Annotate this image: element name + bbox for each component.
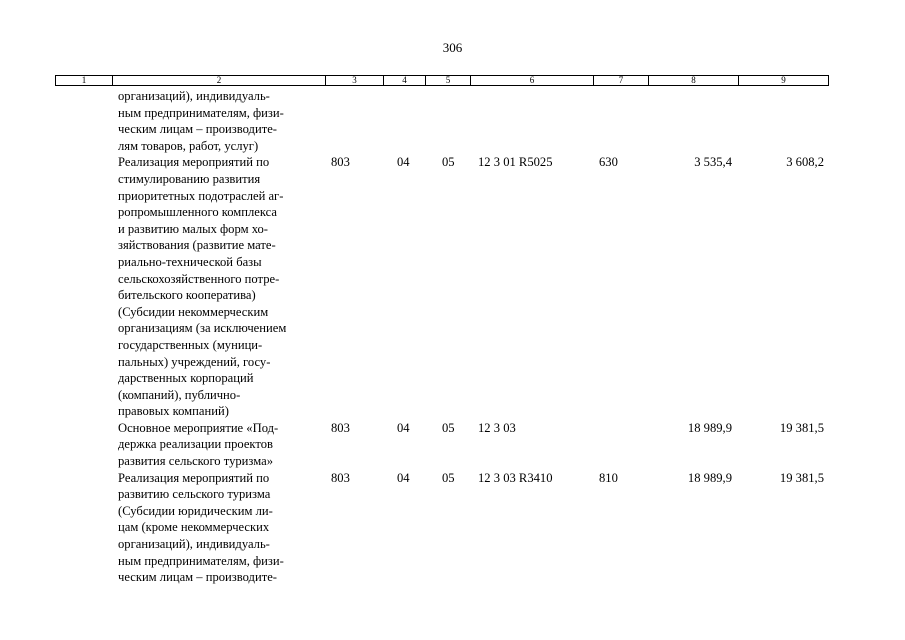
column-number-3: 3 xyxy=(326,76,384,86)
description-line: государственных (муници- xyxy=(118,337,263,352)
description-line: Основное мероприятие «Под- xyxy=(118,420,279,435)
amount-year2-cell: 19 381,5 xyxy=(779,420,824,435)
page-number: 306 xyxy=(442,40,463,55)
description-line: Реализация мероприятий по xyxy=(118,155,270,170)
column-number-5: 5 xyxy=(426,76,471,86)
column-number-7: 7 xyxy=(594,76,649,86)
description-cell xyxy=(112,88,325,154)
description-line: риально-технической базы xyxy=(118,254,262,269)
target-item-cell: 12 3 03 R3410 xyxy=(478,470,553,485)
table-row xyxy=(55,470,828,586)
description-line: организаций), индивидуаль- xyxy=(118,537,270,552)
description-line: (Субсидии некоммерческим xyxy=(118,304,269,319)
column-number-8: 8 xyxy=(649,76,739,86)
description-line: бительского кооператива) xyxy=(118,288,256,303)
description-line: ным предпринимателям, физи- xyxy=(118,105,284,120)
description-cell xyxy=(112,154,325,420)
amount-year1-cell: 18 989,9 xyxy=(687,420,732,435)
expense-type-cell: 810 xyxy=(599,470,618,485)
section-cell: 04 xyxy=(397,420,410,435)
budget-table-body xyxy=(55,88,828,586)
ministry-code-cell: 803 xyxy=(331,155,350,170)
amount-year1-cell: 3 535,4 xyxy=(694,155,732,170)
column-number-6: 6 xyxy=(471,76,594,86)
target-item-cell: 12 3 01 R5025 xyxy=(478,155,553,170)
description-line: ческим лицам – производите- xyxy=(118,570,277,585)
column-number-1: 1 xyxy=(56,76,113,86)
description-line: зяйствования (развитие мате- xyxy=(118,238,276,253)
description-line: держка реализации проектов xyxy=(118,437,273,452)
section-cell: 04 xyxy=(397,470,410,485)
description-line: Реализация мероприятий по xyxy=(118,470,270,485)
description-line: лям товаров, работ, услуг) xyxy=(118,138,259,153)
description-line: (компаний), публично- xyxy=(118,387,241,402)
description-line: ным предпринимателям, физи- xyxy=(118,553,284,568)
description-cell xyxy=(112,420,325,470)
description-line: организаций), индивидуаль- xyxy=(118,89,270,103)
column-number-header xyxy=(55,75,829,86)
table-row xyxy=(55,420,828,470)
description-line: правовых компаний) xyxy=(118,404,229,419)
description-cell xyxy=(112,470,325,586)
table-row xyxy=(55,88,828,154)
amount-year2-cell: 19 381,5 xyxy=(779,470,824,485)
column-number-4: 4 xyxy=(384,76,426,86)
ministry-code-cell: 803 xyxy=(331,420,350,435)
ministry-code-cell: 803 xyxy=(331,470,350,485)
subsection-cell: 05 xyxy=(442,420,455,435)
section-cell: 04 xyxy=(397,155,410,170)
description-line: (Субсидии юридическим ли- xyxy=(118,503,273,518)
description-line: организациям (за исключением xyxy=(118,321,287,336)
description-line: пальных) учреждений, госу- xyxy=(118,354,271,369)
subsection-cell: 05 xyxy=(442,470,455,485)
description-line: развитию сельского туризма xyxy=(118,487,271,502)
description-line: ческим лицам – производите- xyxy=(118,122,277,137)
description-line: развития сельского туризма» xyxy=(118,454,273,469)
description-line: цам (кроме некоммерческих xyxy=(118,520,270,535)
amount-year2-cell: 3 608,2 xyxy=(786,155,824,170)
amount-year1-cell: 18 989,9 xyxy=(687,470,732,485)
table-row xyxy=(55,154,828,420)
description-line: и развитию малых форм хо- xyxy=(118,221,268,236)
description-line: сельскохозяйственного потре- xyxy=(118,271,280,286)
target-item-cell: 12 3 03 xyxy=(478,420,516,435)
description-line: стимулированию развития xyxy=(118,171,261,186)
description-line: приоритетных подотраслей аг- xyxy=(118,188,284,203)
description-line: дарственных корпораций xyxy=(118,371,254,386)
column-number-2: 2 xyxy=(113,76,326,86)
expense-type-cell: 630 xyxy=(599,155,618,170)
column-number-9: 9 xyxy=(739,76,829,86)
description-line: ропромышленного комплекса xyxy=(118,205,278,220)
subsection-cell: 05 xyxy=(442,155,455,170)
